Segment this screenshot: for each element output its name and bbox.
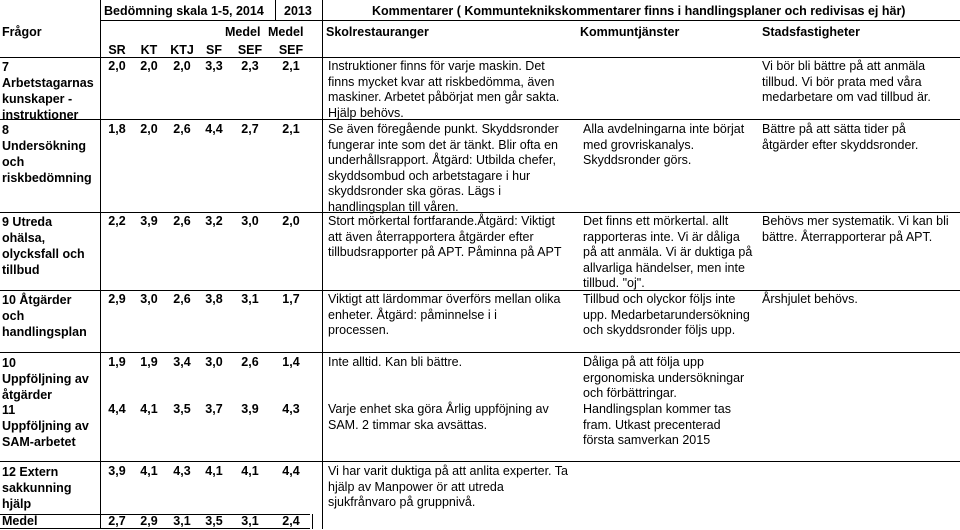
question-line: ohälsa, [2,231,46,245]
skol-comment-line: fungerar inte som det är tänkt. Blir ofta en [328,137,558,152]
komm-comment-line: Alla avdelningarna inte börjat [583,122,745,136]
komm-comment-line: upp. Medarbetarundersökning [583,307,750,322]
score-sf: 3,3 [205,59,223,73]
col-sef-1: SEF [237,43,263,57]
komm-comment-line: Tillbud och olyckor följs inte [583,292,736,306]
score-sef-1: 3,9 [241,402,259,416]
score-ktj: 2,0 [173,59,191,73]
grid-line [322,0,323,529]
score-kt: 3,9 [140,214,158,228]
skol-comment-line: handlingsplan till våren. [328,200,459,214]
stad-comment-line: Vi bör bli bättre på att anmäla [762,59,926,73]
grid-line [0,119,960,120]
grid-line [0,290,960,291]
score-sf: 3,8 [205,292,223,306]
comments-header: Kommentarer ( Kommunteknikskommentarer finns i handlingsplaner och redivisas ej här) [372,4,906,18]
score-sef-2: 2,1 [282,122,300,136]
score-sef-1: 4,1 [241,464,259,478]
question-line: tillbud [2,263,40,277]
question-line: kunskaper - [2,92,73,106]
skol-comment-line: Vi har varit duktiga på att anlita experter. Ta [328,464,568,478]
grid-line [100,20,960,21]
question-line: instruktioner [2,108,79,122]
skol-comment-line: Se även föregående punkt. Skyddsronder [328,122,559,136]
footer-score-sf: 3,5 [205,514,223,528]
stad-comment-line: åtgärder efter skyddsronder. [762,137,919,152]
score-kt: 1,9 [140,355,158,369]
grid-line [0,461,960,462]
score-sef-2: 1,7 [282,292,300,306]
skol-comment-line: maskiner. Arbetet påbörjat men går sakta. [328,90,560,105]
score-sf: 3,7 [205,402,223,416]
komm-comment-line: Handlingsplan kommer tas [583,402,731,416]
medel-header-1: Medel [225,25,261,39]
question-line: 7 [2,60,9,74]
skol-comment-line: Instruktioner finns för varje maskin. Det [328,59,545,73]
score-sef-1: 2,6 [241,355,259,369]
komm-comment-line: på att anmäla. Vi är duktiga på [583,245,753,260]
question-line: åtgärder [2,388,53,402]
skol-comment-line: Inte alltid. Kan bli bättre. [328,355,463,369]
stad-comment-line: medarbetare om vad tillbud är. [762,90,931,105]
skol-comment-line: skyddsombud och arbetstagare i hur [328,168,531,183]
score-sef-1: 3,1 [241,292,259,306]
col-sr: SR [108,43,126,57]
skol-comment-line: processen. [328,323,390,338]
score-ktj: 2,6 [173,122,191,136]
score-kt: 3,0 [140,292,158,306]
col-sf: SF [206,43,222,57]
question-line: Undersökning [2,139,87,153]
question-line: riskbedömning [2,171,92,185]
komm-comment-line: ergonomiska undersökningar [583,370,745,385]
skolrestauranger-header: Skolrestauranger [326,25,429,39]
score-sef-2: 1,4 [282,355,300,369]
col-kt: KT [140,43,158,57]
score-sr: 1,8 [108,122,126,136]
komm-comment-line: Dåliga på att följa upp [583,355,704,369]
score-ktj: 2,6 [173,292,191,306]
skol-comment-line: skyddsronder ska göras. Lägs i [328,184,502,199]
fragor-header: Frågor [2,25,42,39]
skol-comment-line: Stort mörkertal fortfarande.Åtgärd: Viktigt [328,214,555,228]
score-ktj: 3,5 [173,402,191,416]
question-line: 8 [2,123,9,137]
score-sef-2: 2,0 [282,214,300,228]
score-sef-2: 4,3 [282,402,300,416]
score-sf: 3,2 [205,214,223,228]
komm-comment-line: Skyddsronder görs. [583,153,692,168]
question-line: och [2,155,25,169]
col-sef-2: SEF [278,43,304,57]
score-ktj: 2,6 [173,214,191,228]
question-line: SAM-arbetet [2,435,76,449]
grid-line [0,352,960,353]
skol-comment-line: finns mycket kvar att riskbedömma, även [328,74,555,89]
stadsfastigheter-header: Stadsfastigheter [762,25,860,39]
skol-comment-line: hjälp av Manpower ör att utreda [328,479,504,494]
score-kt: 2,0 [140,122,158,136]
skol-comment-line: Hjälp behövs. [328,105,404,120]
question-line: och [2,309,25,323]
footer-score-ktj: 3,1 [173,514,191,528]
score-sr: 2,9 [108,292,126,306]
question-line: Uppföljning av [2,372,89,386]
footer-score-kt: 2,9 [140,514,158,528]
question-line: sakkunning [2,481,72,495]
grid-line [0,57,960,58]
score-ktj: 3,4 [173,355,191,369]
score-ktj: 4,3 [173,464,191,478]
kommuntjanster-header: Kommuntjänster [580,25,680,39]
grid-line [0,212,960,213]
question-line: olycksfall och [2,247,85,261]
komm-comment-line: fram. Utkast precenterad [583,417,721,432]
question-line: 10 Åtgärder [2,293,72,307]
col-ktj: KTJ [170,43,194,57]
score-sf: 4,4 [205,122,223,136]
question-line: 10 [2,356,16,370]
score-sef-1: 2,7 [241,122,259,136]
score-sr: 4,4 [108,402,126,416]
footer-score-sef-2: 2,4 [282,514,300,528]
grid-line [100,0,101,529]
score-kt: 4,1 [140,402,158,416]
stad-comment-line: Behövs mer systematik. Vi kan bli [762,214,949,228]
score-sef-1: 2,3 [241,59,259,73]
skol-comment-line: Viktigt att lärdommar överförs mellan olika [328,292,561,306]
question-line: hjälp [2,497,32,511]
stad-comment-line: Årshjulet behövs. [762,292,858,306]
skol-comment-line: Varje enhet ska göra Årlig uppföjning av [328,402,549,416]
komm-comment-line: tillbud. "oj". [583,276,645,291]
skol-comment-line: att även återrapportera åtgärder efter [328,229,534,244]
score-sr: 1,9 [108,355,126,369]
stad-comment-line: bättre. Återrapporterar på APT. [762,229,933,244]
footer-label: Medel [2,514,38,528]
skol-comment-line: SAM. 2 timmar ska avsättas. [328,417,488,432]
grid-line [312,514,313,529]
score-sr: 2,2 [108,214,126,228]
question-line: Uppföljning av [2,419,89,433]
question-line: 11 [2,403,16,417]
footer-score-sef-1: 3,1 [241,514,259,528]
komm-comment-line: och skyddsronder följs upp. [583,323,736,338]
komm-comment-line: med grovriskanalys. [583,137,695,152]
score-kt: 2,0 [140,59,158,73]
skol-comment-line: underhållsrapport. Åtgärd: Utbilda chefer, [328,153,556,168]
score-sf: 4,1 [205,464,223,478]
question-line: Arbetstagarnas [2,76,94,90]
skol-comment-line: enheter. Åtgärd: påminnelse i i [328,307,497,322]
komm-comment-line: första samverkan 2015 [583,433,711,448]
stad-comment-line: tillbud. Vi bör prata med våra [762,74,922,89]
score-sef-1: 3,0 [241,214,259,228]
score-sr: 2,0 [108,59,126,73]
komm-comment-line: rapporteras inte. Vi är dåliga [583,229,740,244]
scale-header: Bedömning skala 1-5, 2014 [104,4,264,18]
skol-comment-line: tillbudsrapporter på APT. Påminna på APT [328,245,562,260]
score-sf: 3,0 [205,355,223,369]
question-line: 12 Extern [2,465,59,479]
score-sef-2: 2,1 [282,59,300,73]
stad-comment-line: Bättre på att sätta tider på [762,122,906,136]
year-2013-header: 2013 [284,4,312,18]
grid-line [275,0,276,20]
question-line: handlingsplan [2,325,87,339]
question-line: 9 Utreda [2,215,53,229]
score-sr: 3,9 [108,464,126,478]
komm-comment-line: allvarliga händelser, men inte [583,260,745,275]
medel-header-2: Medel [268,25,304,39]
score-kt: 4,1 [140,464,158,478]
score-sef-2: 4,4 [282,464,300,478]
footer-score-sr: 2,7 [108,514,126,528]
komm-comment-line: och förbättringar. [583,386,677,401]
komm-comment-line: Det finns ett mörkertal. allt [583,214,729,228]
skol-comment-line: sjukfrånvaro på gruppnivå. [328,495,476,510]
